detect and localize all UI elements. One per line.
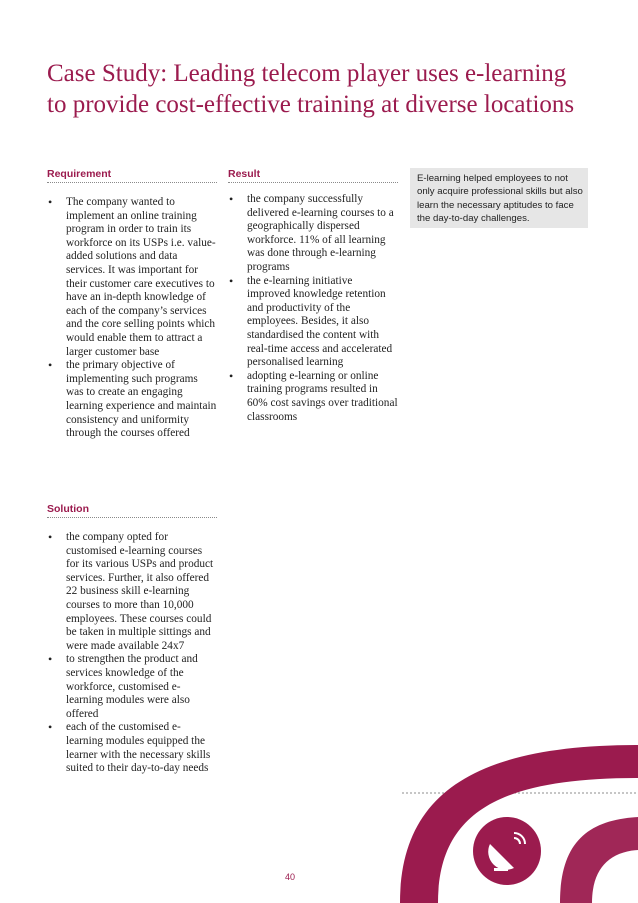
list-item: • to strengthen the product and services knowledge of the workforce, customised e-learning modules were also offered <box>47 653 217 721</box>
callout-box: E-learning helped employees to not only acquire professional skills but also learn the necessary aptitudes to face the day-to-day challenges. <box>410 168 588 228</box>
requirement-heading: Requirement <box>47 166 217 183</box>
list-item: • the company opted for customised e-learning courses for its various USPs and product services. Further, it also offered 22 business skill e-learning courses to more than 10,000 employees. These courses could be taken in multiple sittings and were made available 24x7 <box>47 531 217 653</box>
result-list <box>228 193 398 424</box>
solution-list <box>47 531 217 776</box>
page-number: 40 <box>284 872 295 882</box>
swoosh-shape <box>400 745 638 903</box>
list-item: • the company successfully delivered e-learning courses to a geographically dispersed workforce. 11% of all learning was done through e-learning programs <box>228 193 398 275</box>
page-title: Case Study: Leading telecom player uses e-learning to provide cost-effective training at diverse locations <box>47 60 575 118</box>
satellite-dish-icon <box>488 844 514 871</box>
solution-heading: Solution <box>47 501 217 518</box>
requirement-list <box>47 196 217 441</box>
list-item: • the primary objective of implementing such programs was to create an engaging learning experience and maintain consistency and uniformity through the courses offered <box>47 359 217 441</box>
result-heading: Result <box>228 166 398 183</box>
list-item: • adopting e-learning or online training programs resulted in 60% cost savings over traditional classrooms <box>228 370 398 424</box>
signal-waves-icon <box>514 833 525 844</box>
swoosh-shape <box>560 817 638 903</box>
emblem-circle <box>473 817 541 885</box>
list-item: • each of the customised e-learning modules equipped the learner with the necessary skills suited to their day-to-day needs <box>47 721 217 775</box>
requirement-section <box>47 166 217 441</box>
list-item: • The company wanted to implement an online training program in order to train its workforce on its USPs i.e. value-added solutions and data services. It was important for their customer care executives to have an in-depth knowledge of each of the company’s services and the core selling points which would enable them to attract a larger customer base <box>47 196 217 359</box>
list-item: • the e-learning initiative improved knowledge retention and productivity of the employees. Besides, it also standardised the content with real-time access and accelerated personalised learning <box>228 275 398 370</box>
result-section <box>228 166 398 424</box>
solution-section <box>47 501 217 776</box>
